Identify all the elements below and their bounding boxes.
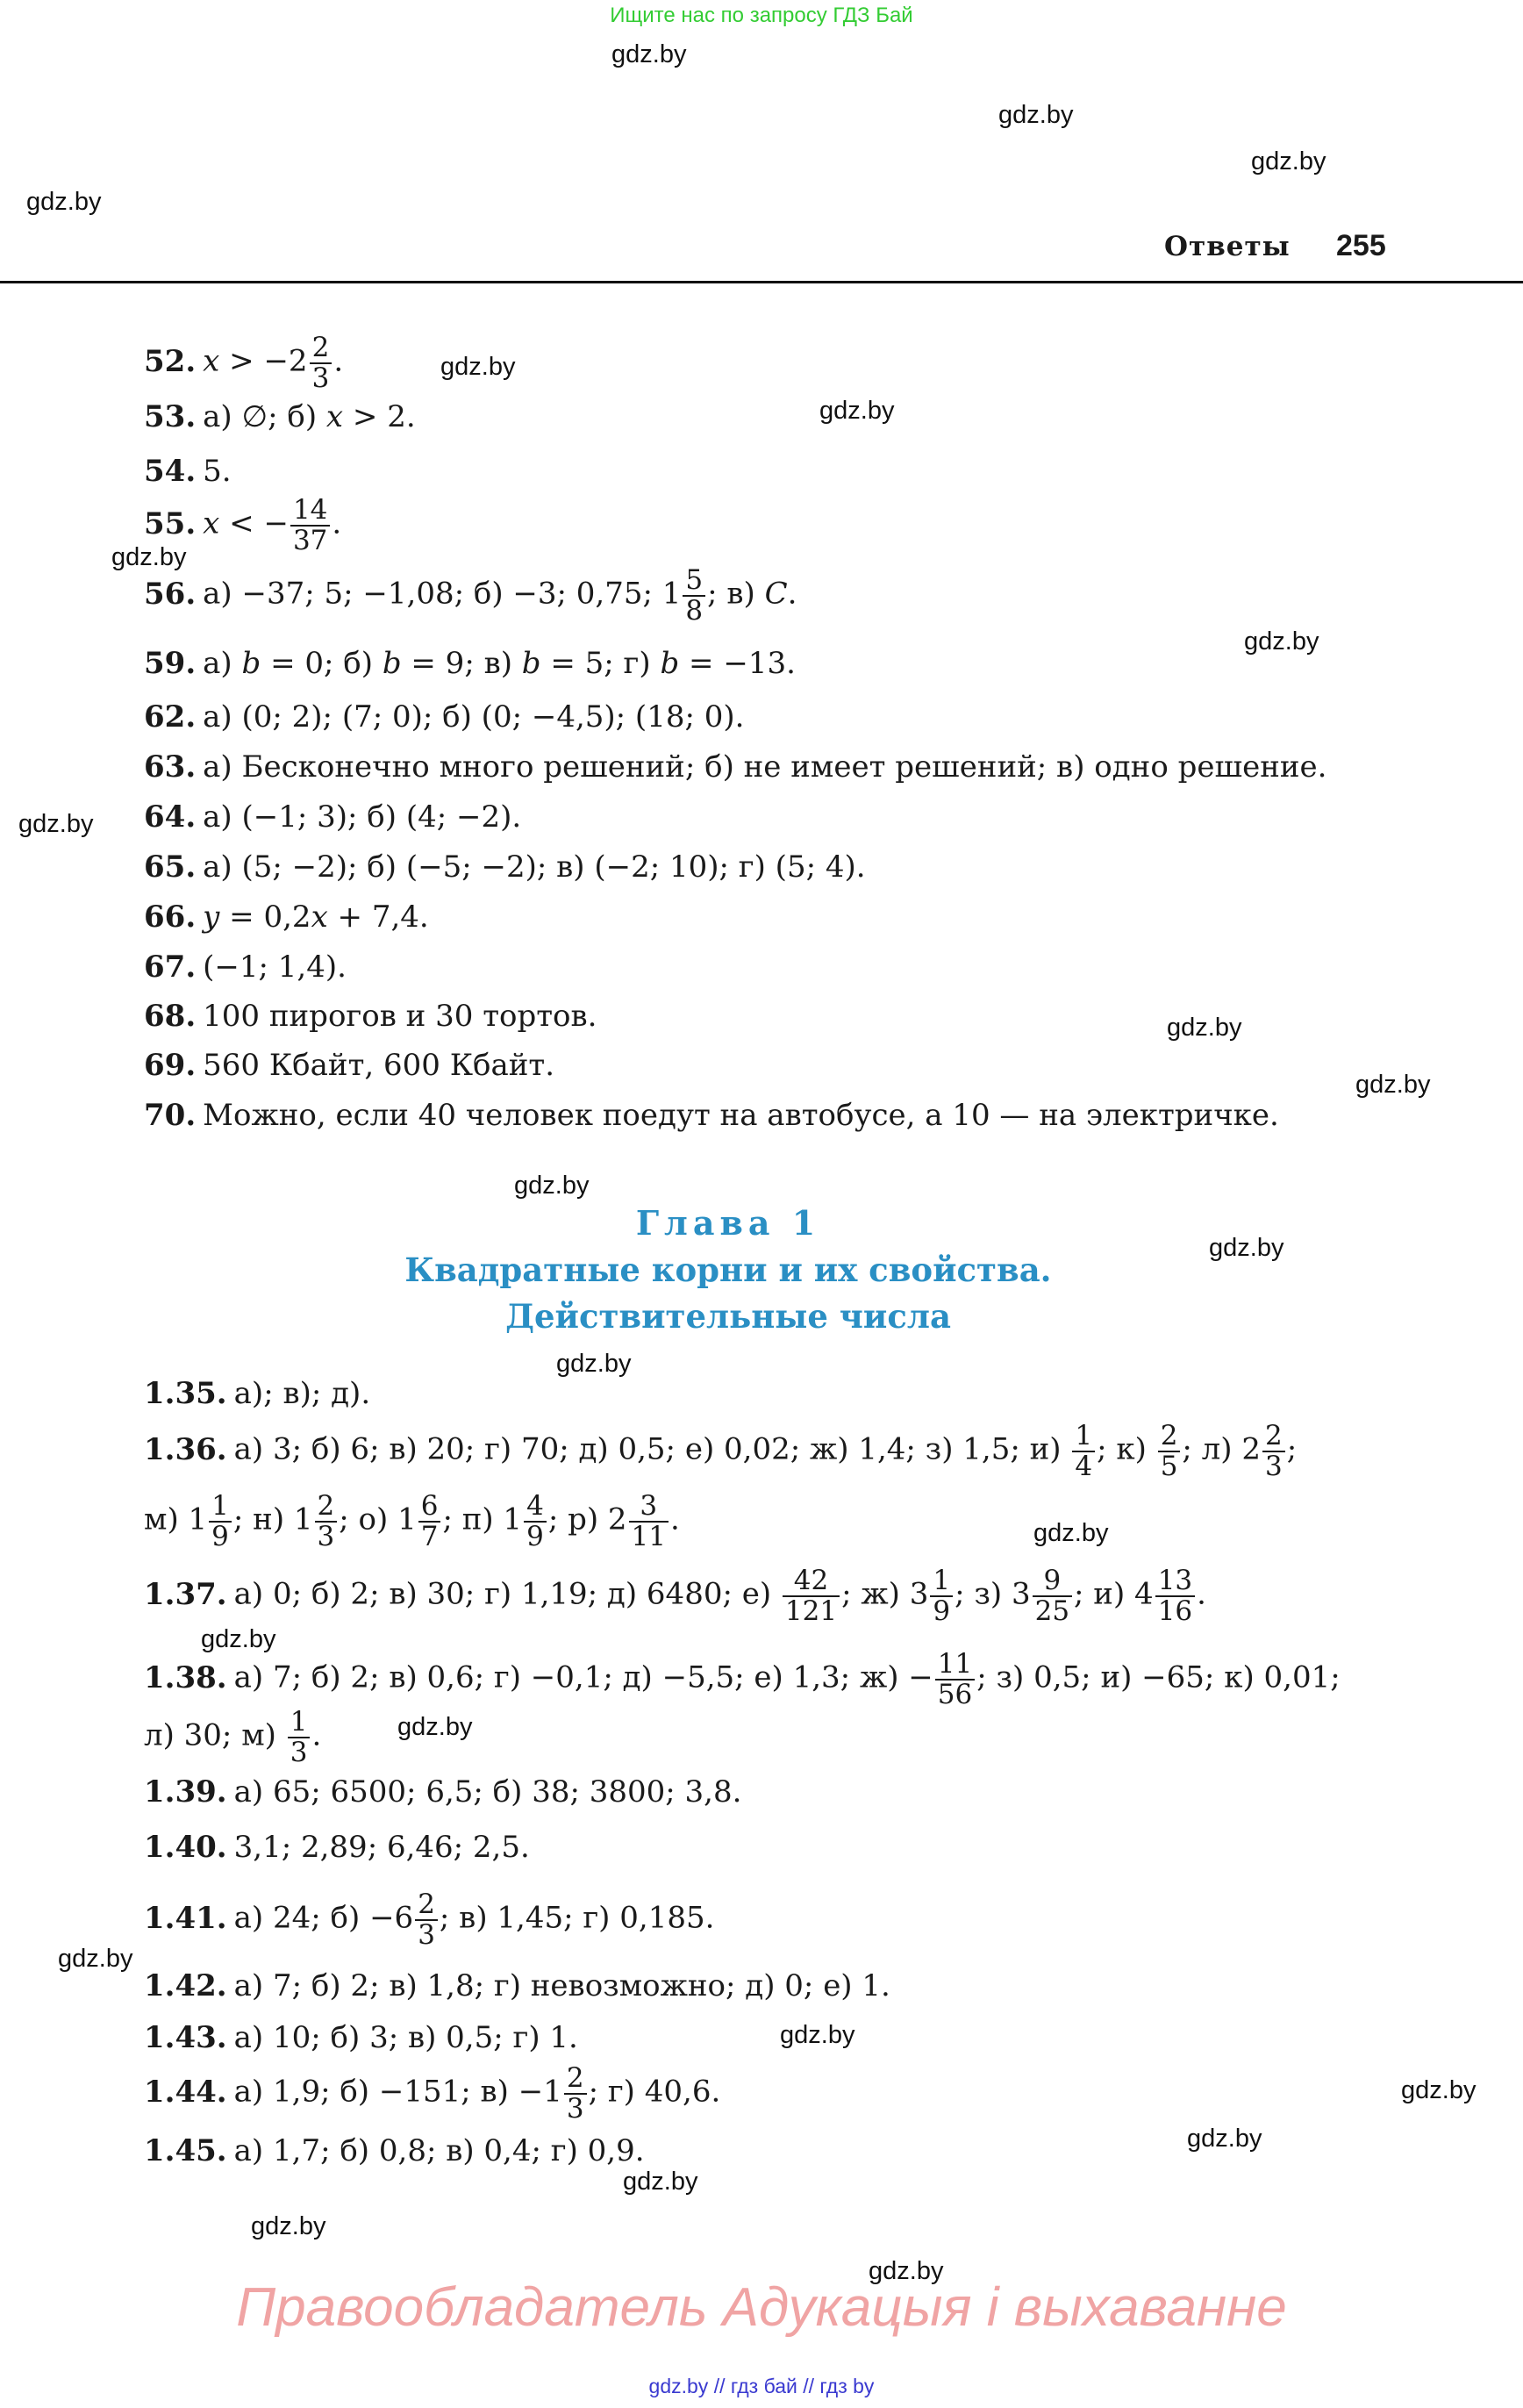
watermark: gdz.by	[58, 1945, 133, 1973]
watermark: gdz.by	[111, 543, 187, 571]
watermark: gdz.by	[26, 188, 102, 216]
answer-1-42: 1.42. а) 7; б) 2; в) 1,8; г) невозможно; д) 0; е) 1.	[144, 1968, 890, 2003]
page-number: 255	[1336, 229, 1386, 262]
watermark: gdz.by	[869, 2257, 944, 2285]
answer-67: 67. (−1; 1,4).	[144, 950, 347, 985]
watermark: gdz.by	[623, 2168, 698, 2196]
header-rule	[0, 281, 1523, 283]
answer-62: 62. а) (0; 2); (7; 0); б) (0; −4,5); (18; 0).	[144, 699, 745, 735]
answer-1-41: 1.41. а) 24; б) −6 $\frac{2}{3}$ ; в) 1,45; г) 0,185.	[144, 1888, 715, 1951]
answer-1-38-continued: л) 30; м) $\frac{1}{3}$ .	[144, 1706, 322, 1768]
answer-68: 68. 100 пирогов и 30 тортов.	[144, 999, 597, 1034]
watermark: gdz.by	[397, 1713, 473, 1741]
watermark: gdz.by	[780, 2021, 855, 2049]
watermark: gdz.by	[819, 397, 895, 425]
watermark: gdz.by	[201, 1625, 276, 1653]
answer-54: 54. 5.	[144, 454, 232, 489]
top-banner: Ищите нас по запросу ГДЗ Бай	[610, 4, 913, 27]
answer-63: 63. а) Бесконечно много решений; б) не имеет решений; в) одно решение.	[144, 749, 1327, 785]
watermark: gdz.by	[1244, 627, 1319, 656]
answer-1-38: 1.38. а) 7; б) 2; в) 0,6; г) −0,1; д) −5,5; е) 1,3; ж) − $\frac{11}{56}$ ; з) 0,5; и) −65; к) 0,01;	[144, 1648, 1341, 1710]
answer-52: 52. x > −2 $\frac{2}{3}$ .	[144, 332, 344, 394]
answer-55: 55. x < − $\frac{14}{37}$ .	[144, 494, 342, 556]
watermark: gdz.by	[1355, 1071, 1431, 1099]
answer-70: 70. Можно, если 40 человек поедут на автобусе, а 10 — на электричке.	[144, 1098, 1279, 1133]
answer-69: 69. 560 Кбайт, 600 Кбайт.	[144, 1048, 555, 1083]
watermark: gdz.by	[251, 2212, 326, 2240]
watermark: gdz.by	[18, 810, 94, 838]
watermark: gdz.by	[1033, 1519, 1109, 1547]
copyright-watermark: Правообладатель Адукацыя і выхаванне	[236, 2277, 1287, 2338]
answer-64: 64. а) (−1; 3); б) (4; −2).	[144, 799, 522, 835]
watermark: gdz.by	[998, 101, 1074, 129]
watermark: gdz.by	[514, 1172, 590, 1200]
answer-1-45: 1.45. а) 1,7; б) 0,8; в) 0,4; г) 0,9.	[144, 2133, 645, 2168]
answer-1-36: 1.36. а) 3; б) 6; в) 20; г) 70; д) 0,5; е) 0,02; ж) 1,4; з) 1,5; и) $\frac{1}{4}$ ; к) $\frac{2}{5}$ ; л) 2 $\frac{2}{3}$ ;	[144, 1420, 1298, 1482]
watermark: gdz.by	[1251, 147, 1326, 176]
answer-1-40: 1.40. 3,1; 2,89; 6,46; 2,5.	[144, 1830, 530, 1865]
answer-59: 59. а) b = 0; б) b = 9; в) b = 5; г) b = −13.	[144, 646, 796, 681]
answer-1-36-continued: м) 1 $\frac{1}{9}$ ; н) 1 $\frac{2}{3}$ ; о) 1 $\frac{6}{7}$ ; п) 1 $\frac{4}{9}$ ; р) 2 $\frac{3}{11}$ .	[144, 1490, 680, 1552]
watermark: gdz.by	[1167, 1014, 1242, 1042]
watermark: gdz.by	[1209, 1234, 1284, 1262]
watermark: gdz.by	[1401, 2076, 1477, 2104]
answer-53: 53. а) ∅; б) x > 2.	[144, 399, 416, 434]
chapter-title-line-1: Квадратные корни и их свойства.	[404, 1251, 1052, 1289]
footer-links[interactable]: gdz.by // гдз бай // гдз by	[648, 2375, 875, 2397]
answer-65: 65. а) (5; −2); б) (−5; −2); в) (−2; 10); г) (5; 4).	[144, 849, 866, 885]
chapter-number: Глава 1	[635, 1203, 821, 1243]
running-header-title: Ответы	[1164, 231, 1291, 262]
watermark: gdz.by	[1187, 2125, 1262, 2153]
chapter-title-line-2: Действительные числа	[505, 1297, 951, 1336]
watermark: gdz.by	[611, 40, 687, 68]
answer-1-44: 1.44. а) 1,9; б) −151; в) −1 $\frac{2}{3}$ ; г) 40,6.	[144, 2062, 721, 2125]
answer-1-35: 1.35. а); в); д).	[144, 1376, 371, 1411]
answer-56: 56. а) −37; 5; −1,08; б) −3; 0,75; 1 $\frac{5}{8}$ ; в) C.	[144, 564, 797, 627]
watermark: gdz.by	[440, 353, 516, 381]
answer-1-43: 1.43. а) 10; б) 3; в) 0,5; г) 1.	[144, 2020, 578, 2055]
answer-1-39: 1.39. а) 65; 6500; 6,5; б) 38; 3800; 3,8.	[144, 1774, 742, 1810]
answer-66: 66. y = 0,2x + 7,4.	[144, 899, 429, 935]
watermark: gdz.by	[556, 1350, 632, 1378]
answer-1-37: 1.37. а) 0; б) 2; в) 30; г) 1,19; д) 6480; е) $\frac{42}{121}$ ; ж) 3 $\frac{1}{9}$ ; з) 3 $\frac{9}{25}$ ; и) 4 $\frac{13}{16}$ .	[144, 1565, 1206, 1627]
